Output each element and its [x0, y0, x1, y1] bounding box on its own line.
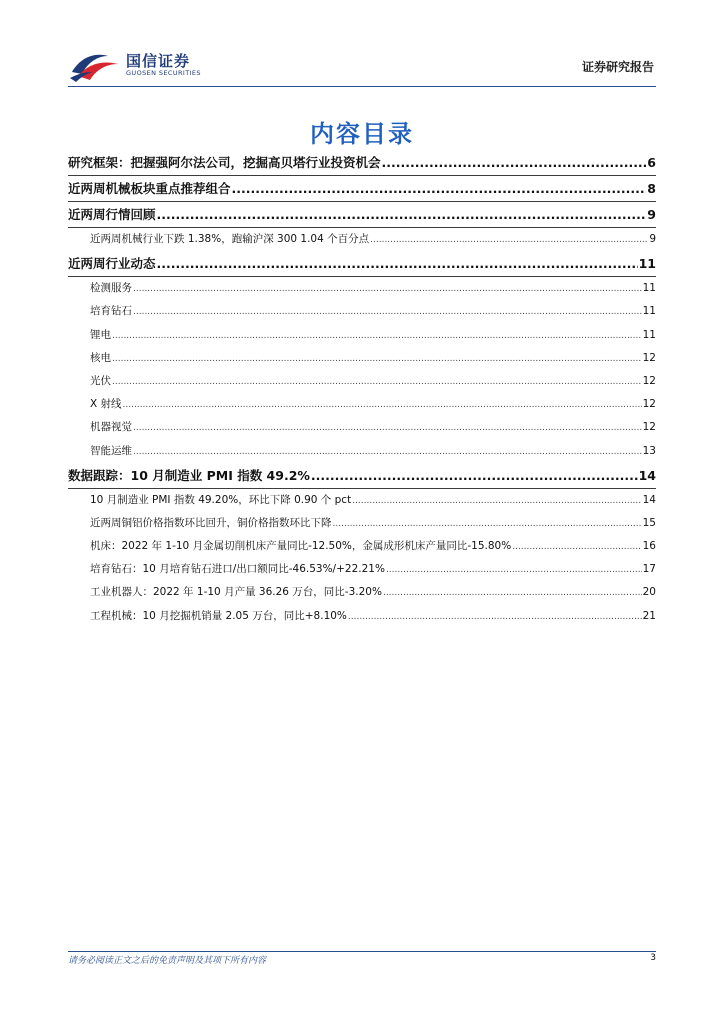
toc-leader-dots	[157, 251, 638, 276]
toc-entry-page: 12	[642, 421, 656, 434]
brand-name-cn: 国信证券	[126, 52, 191, 70]
toc-entry-page: 17	[642, 563, 656, 576]
toc-subsection-entry[interactable]	[68, 370, 656, 393]
toc-entry-page: 16	[642, 540, 656, 553]
toc-leader-dots	[352, 490, 641, 513]
toc-entry-page: 21	[642, 609, 656, 622]
toc-entry-label: 近两周行业动态	[68, 256, 156, 272]
disclaimer-note: 请务必阅读正文之后的免责声明及其项下所有内容	[68, 956, 267, 966]
page-title: 内容目录	[310, 120, 414, 148]
toc-leader-dots	[133, 301, 642, 324]
toc-leader-dots	[383, 582, 642, 605]
toc-leader-dots	[133, 417, 642, 440]
toc-subsection-entry[interactable]	[68, 535, 656, 558]
page-number: 3	[650, 953, 656, 963]
toc-entry-page: 9	[647, 207, 656, 222]
toc-entry-label: 光伏	[90, 374, 111, 387]
toc-subsection-entry[interactable]	[68, 228, 656, 251]
toc-entry-page: 15	[642, 516, 656, 529]
toc-entry-page: 14	[638, 467, 656, 483]
toc-entry-page: 12	[642, 374, 656, 387]
toc-entry-page: 6	[647, 155, 656, 170]
toc-entry-label: X 射线	[90, 398, 122, 411]
toc-subsection-entry[interactable]	[68, 512, 656, 535]
header-divider	[68, 86, 656, 87]
toc-subsection-entry[interactable]	[68, 558, 656, 581]
toc-section-entry[interactable]	[68, 463, 656, 489]
toc-entry-label: 培育钻石	[90, 305, 132, 318]
toc-leader-dots	[311, 463, 638, 488]
toc-entry-label: 近两周机械行业下跌 1.38%，跑输沪深 300 1.04 个百分点	[90, 233, 370, 245]
toc-leader-dots	[157, 202, 647, 227]
table-of-contents	[68, 150, 656, 628]
toc-section-entry[interactable]	[68, 251, 656, 277]
toc-entry-label: 研究框架：把握强阿尔法公司，挖掘高贝塔行业投资机会	[68, 155, 381, 170]
toc-entry-page: 11	[642, 282, 656, 295]
page-header	[68, 46, 656, 86]
toc-leader-dots	[333, 513, 642, 536]
toc-leader-dots	[232, 176, 647, 201]
toc-leader-dots	[112, 325, 642, 348]
toc-entry-label: 机器视觉	[90, 421, 132, 434]
toc-entry-label: 近两周机械板块重点推荐组合	[68, 181, 231, 196]
toc-entry-label: 培育钻石：10 月培育钻石进口/出口额同比-46.53%/+22.21%	[90, 563, 385, 576]
toc-entry-label: 检测服务	[90, 282, 132, 295]
toc-leader-dots	[112, 348, 642, 371]
toc-entry-label: 智能运维	[90, 444, 132, 457]
toc-entry-label: 工业机器人：2022 年 1-10 月产量 36.26 万台，同比-3.20%	[90, 586, 382, 599]
toc-subsection-entry[interactable]	[68, 277, 656, 300]
brand-name-en: GUOSEN SECURITIES	[126, 69, 201, 77]
toc-leader-dots	[382, 150, 647, 175]
toc-leader-dots	[386, 559, 642, 582]
toc-entry-label: 10 月制造业 PMI 指数 49.20%，环比下降 0.90 个 pct	[90, 493, 352, 506]
toc-leader-dots	[112, 371, 642, 394]
toc-subsection-entry[interactable]	[68, 416, 656, 439]
toc-entry-page: 12	[642, 398, 656, 411]
toc-subsection-entry[interactable]	[68, 605, 656, 628]
toc-entry-page: 11	[642, 305, 656, 318]
toc-subsection-entry[interactable]	[68, 581, 656, 604]
toc-entry-page: 9	[649, 233, 656, 245]
toc-subsection-entry[interactable]	[68, 300, 656, 323]
toc-entry-label: 近两周行情回顾	[68, 207, 156, 222]
toc-entry-page: 14	[642, 493, 656, 506]
toc-leader-dots	[370, 229, 648, 252]
toc-entry-page: 12	[642, 351, 656, 364]
toc-entry-label: 数据跟踪：10 月制造业 PMI 指数 49.2%	[68, 467, 310, 483]
toc-leader-dots	[348, 606, 642, 629]
toc-entry-label: 机床：2022 年 1-10 月金属切削机床产量同比-12.50%，金属成形机床产量同比-15.80%	[90, 540, 512, 553]
toc-section-entry[interactable]	[68, 150, 656, 176]
toc-subsection-entry[interactable]	[68, 393, 656, 416]
toc-subsection-entry[interactable]	[68, 347, 656, 370]
report-type-label: 证券研究报告	[581, 60, 654, 74]
toc-subsection-entry[interactable]	[68, 324, 656, 347]
toc-section-entry[interactable]	[68, 202, 656, 228]
toc-entry-label: 工程机械：10 月挖掘机销量 2.05 万台，同比+8.10%	[90, 609, 347, 622]
toc-entry-page: 8	[647, 181, 656, 196]
toc-entry-label: 核电	[90, 351, 111, 364]
toc-entry-page: 20	[642, 586, 656, 599]
toc-leader-dots	[512, 536, 641, 559]
guosen-logo-icon	[68, 50, 122, 82]
toc-subsection-entry[interactable]	[68, 440, 656, 463]
toc-entry-label: 近两周铜铝价格指数环比回升，铜价格指数环比下降	[90, 516, 332, 529]
toc-entry-page: 11	[638, 256, 656, 272]
toc-leader-dots	[133, 441, 642, 464]
toc-leader-dots	[133, 278, 642, 301]
toc-subsection-entry[interactable]	[68, 489, 656, 512]
toc-entry-page: 13	[642, 444, 656, 457]
footer-divider	[68, 951, 656, 952]
toc-entry-page: 11	[642, 328, 656, 341]
toc-section-entry[interactable]	[68, 176, 656, 202]
toc-leader-dots	[123, 394, 642, 417]
toc-entry-label: 锂电	[90, 328, 111, 341]
